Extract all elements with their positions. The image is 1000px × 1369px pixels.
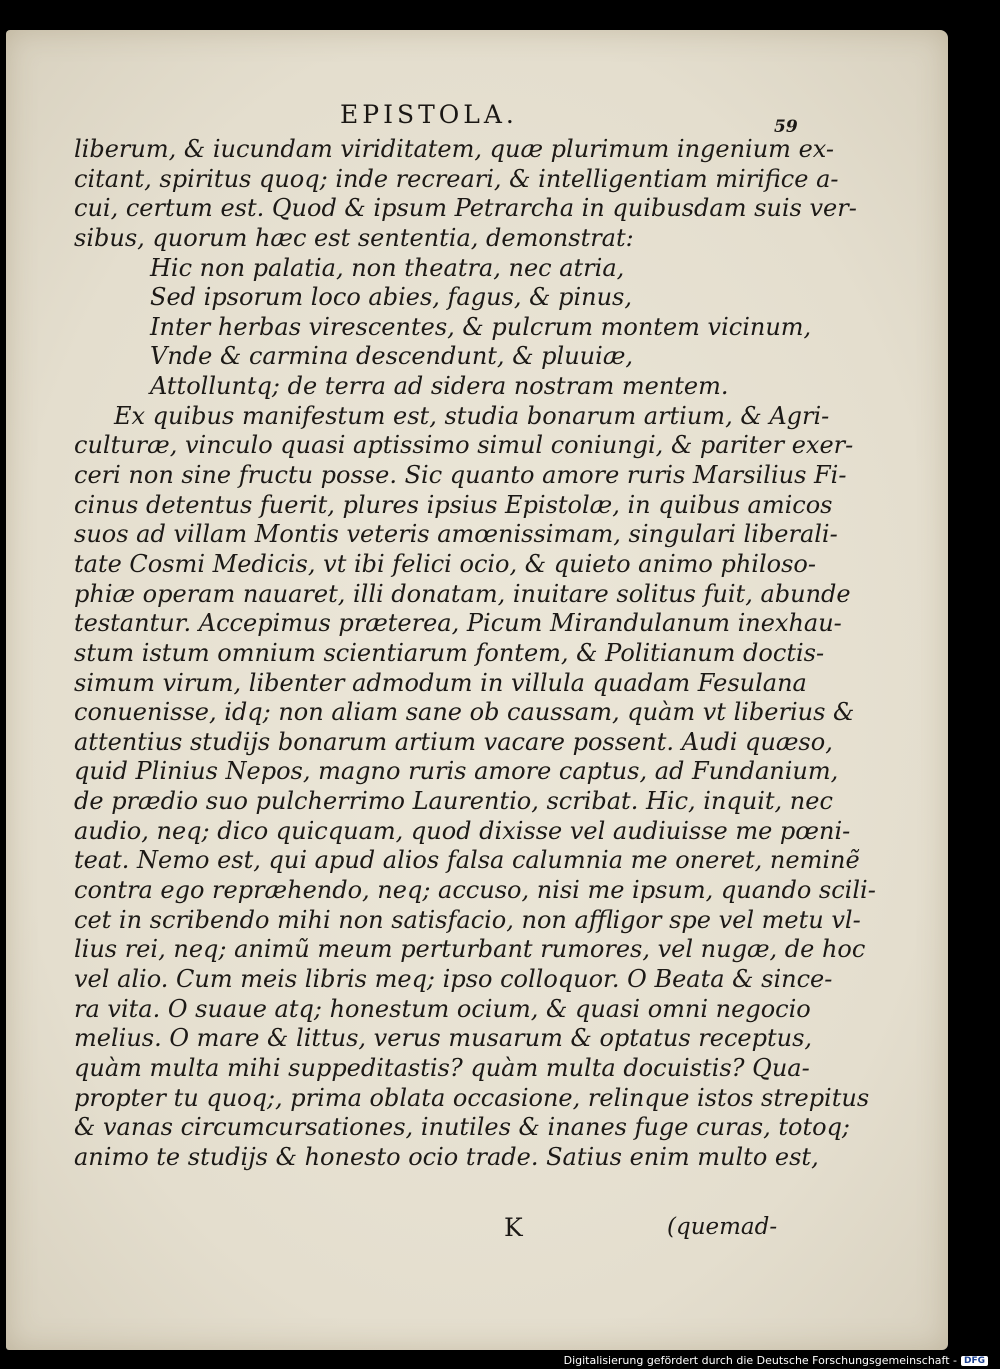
text-line: ra vita. O suaue atq; honestum ocium, & quasi omni negocio [74, 994, 811, 1023]
digitization-credit [564, 1354, 988, 1367]
running-head: EPISTOLA. [340, 100, 518, 129]
text-line: quàm multa mihi suppeditastis? quàm multa docuistis? Qua- [74, 1053, 810, 1082]
text-line: lius rei, neq; animũ meum perturbant rumores, vel nugæ, de hoc [74, 935, 866, 964]
text-line: cinus detentus fuerit, plures ipsius Epistolæ, in quibus amicos [74, 490, 833, 519]
text-line: audio, neq; dico quicquam, quod dixisse vel audiuisse me pœni- [74, 816, 851, 845]
text-line: melius. O mare & littus, verus musarum & optatus receptus, [74, 1024, 813, 1053]
verse-line: Sed ipsorum loco abies, fagus, & pinus, [150, 283, 633, 312]
text-line: contra ego repræhendo, neq; accuso, nisi me ipsum, quando scili- [74, 876, 876, 905]
text-line: phiæ operam nauaret, illi donatam, inuitare solitus fuit, abunde [74, 579, 851, 608]
folio-number: 59 [774, 117, 798, 137]
text-line: de prædio suo pulcherrimo Laurentio, scribat. Hic, inquit, nec [74, 787, 833, 816]
text-line: vel alio. Cum meis libris meq; ipso colloquor. O Beata & since- [74, 964, 833, 993]
text-line: teat. Nemo est, qui apud alios falsa calumnia me oneret, neminẽ [74, 846, 860, 875]
text-line: liberum, & iucundam viriditatem, quæ plurimum ingenium ex- [74, 135, 834, 163]
text-line: conuenisse, idq; non aliam sane ob caussam, quàm vt liberius & [74, 698, 855, 727]
verse-line: Vnde & carmina descendunt, & pluuiæ, [150, 342, 633, 371]
text-line: suos ad villam Montis veteris amœnissimam, singulari liberali- [74, 520, 838, 549]
body-text [74, 135, 876, 1172]
text-line: cet in scribendo mihi non satisfacio, non affligor spe vel metu vl- [74, 905, 861, 934]
text-line: sibus, quorum hæc est sententia, demonstrat: [74, 223, 634, 252]
verse-line: Attolluntq; de terra ad sidera nostram mentem. [150, 372, 729, 401]
text-line: citant, spiritus quoq; inde recreari, & intelligentiam mirifice a- [74, 164, 839, 193]
verse-line: Inter herbas virescentes, & pulcrum montem vicinum, [150, 312, 812, 341]
text-line: Ex quibus manifestum est, studia bonarum artium, & Agri- [114, 401, 830, 430]
text-line: stum istum omnium scientiarum fontem, & Politianum doctis- [74, 638, 825, 667]
text-line: & vanas circumcursationes, inutiles & inanes fuge curas, totoq; [74, 1113, 851, 1142]
text-line: cui, certum est. Quod & ipsum Petrarcha in quibusdam suis ver- [74, 194, 857, 223]
text-line: propter tu quoq;, prima oblata occasione, relinque istos strepitus [74, 1083, 870, 1112]
signature-mark: K [504, 1213, 523, 1242]
credit-text: Digitalisierung gefördert durch die Deutsche Forschungsgemeinschaft - [563, 1354, 957, 1367]
text-line: attentius studijs bonarum artium vacare possent. Audi quæso, [74, 727, 833, 756]
text-line: testantur. Accepimus præterea, Picum Mirandulanum inexhau- [74, 609, 842, 638]
text-line: tate Cosmi Medicis, vt ibi felici ocio, & quieto animo philoso- [74, 549, 816, 578]
text-line: simum virum, libenter admodum in villula quadam Fesulana [74, 668, 807, 697]
verse-line: Hic non palatia, non theatra, nec atria, [150, 253, 625, 282]
catchword: (quemad- [667, 1214, 778, 1240]
text-line: animo te studijs & honesto ocio trade. Satius enim multo est, [74, 1142, 819, 1171]
text-line: quid Plinius Nepos, magno ruris amore captus, ad Fundanium, [74, 757, 839, 786]
text-line: ceri non sine fructu posse. Sic quanto amore ruris Marsilius Fi- [74, 461, 847, 490]
dfg-logo: DFG [961, 1356, 988, 1366]
text-line: culturæ, vinculo quasi aptissimo simul coniungi, & pariter exer- [74, 431, 854, 460]
